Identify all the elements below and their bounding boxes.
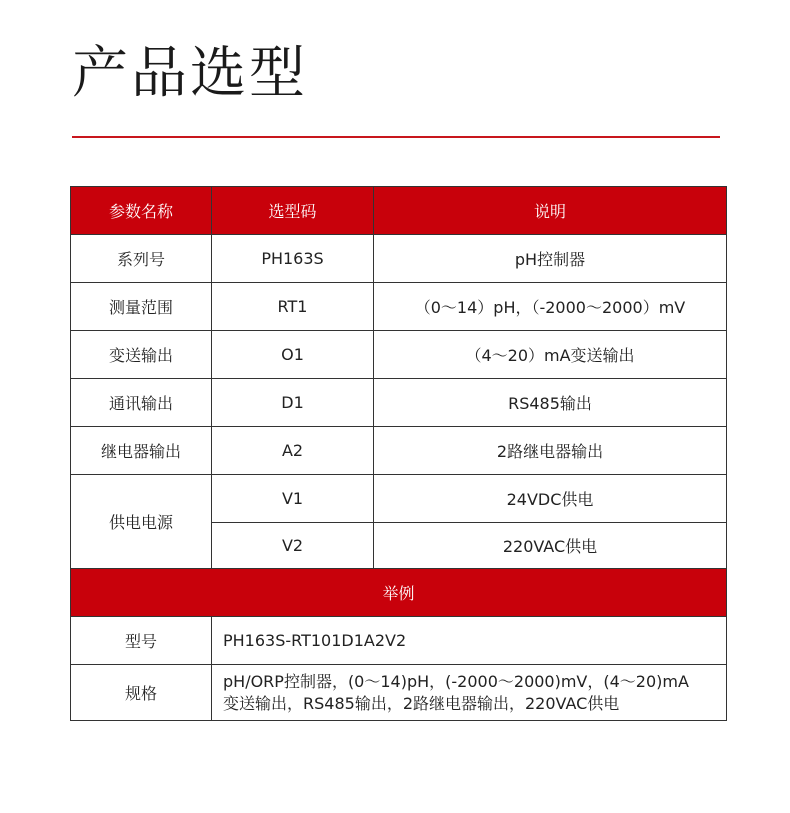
code-cell: V2 — [212, 523, 374, 569]
param-cell-power: 供电电源 — [71, 475, 212, 569]
param-cell: 继电器输出 — [71, 427, 212, 475]
column-header-code: 选型码 — [212, 187, 374, 235]
param-cell: 通讯输出 — [71, 379, 212, 427]
code-cell: O1 — [212, 331, 374, 379]
table-row — [71, 235, 727, 283]
desc-cell: 220VAC供电 — [374, 523, 727, 569]
desc-cell: （4～20）mA变送输出 — [374, 331, 727, 379]
column-header-desc: 说明 — [374, 187, 727, 235]
code-cell: A2 — [212, 427, 374, 475]
desc-cell: （0～14）pH，（-2000～2000）mV — [374, 283, 727, 331]
model-label: 型号 — [71, 617, 212, 665]
table-row-power-v1 — [71, 475, 727, 523]
spec-line-2: 变送输出，RS485输出，2路继电器输出，220VAC供电 — [223, 693, 620, 713]
title-divider — [72, 136, 720, 138]
example-model-row — [71, 617, 727, 665]
example-spec-row — [71, 665, 727, 721]
selection-table — [70, 186, 727, 721]
table-header-row — [71, 187, 727, 235]
table-row — [71, 427, 727, 475]
table-row — [71, 283, 727, 331]
spec-line-1: pH/ORP控制器，(0～14)pH，(-2000～2000)mV，(4～20)mA — [223, 671, 689, 691]
desc-cell: RS485输出 — [374, 379, 727, 427]
param-cell: 系列号 — [71, 235, 212, 283]
code-cell: D1 — [212, 379, 374, 427]
spec-value — [212, 665, 727, 721]
param-cell: 测量范围 — [71, 283, 212, 331]
column-header-param: 参数名称 — [71, 187, 212, 235]
spec-label: 规格 — [71, 665, 212, 721]
code-cell: PH163S — [212, 235, 374, 283]
desc-cell: 24VDC供电 — [374, 475, 727, 523]
desc-cell: pH控制器 — [374, 235, 727, 283]
desc-cell: 2路继电器输出 — [374, 427, 727, 475]
example-header: 举例 — [71, 569, 727, 617]
model-value: PH163S-RT101D1A2V2 — [212, 617, 727, 665]
table-row — [71, 331, 727, 379]
param-cell: 变送输出 — [71, 331, 212, 379]
table-row — [71, 379, 727, 427]
code-cell: RT1 — [212, 283, 374, 331]
example-header-row — [71, 569, 727, 617]
code-cell: V1 — [212, 475, 374, 523]
page-title: 产品选型 — [72, 41, 308, 106]
